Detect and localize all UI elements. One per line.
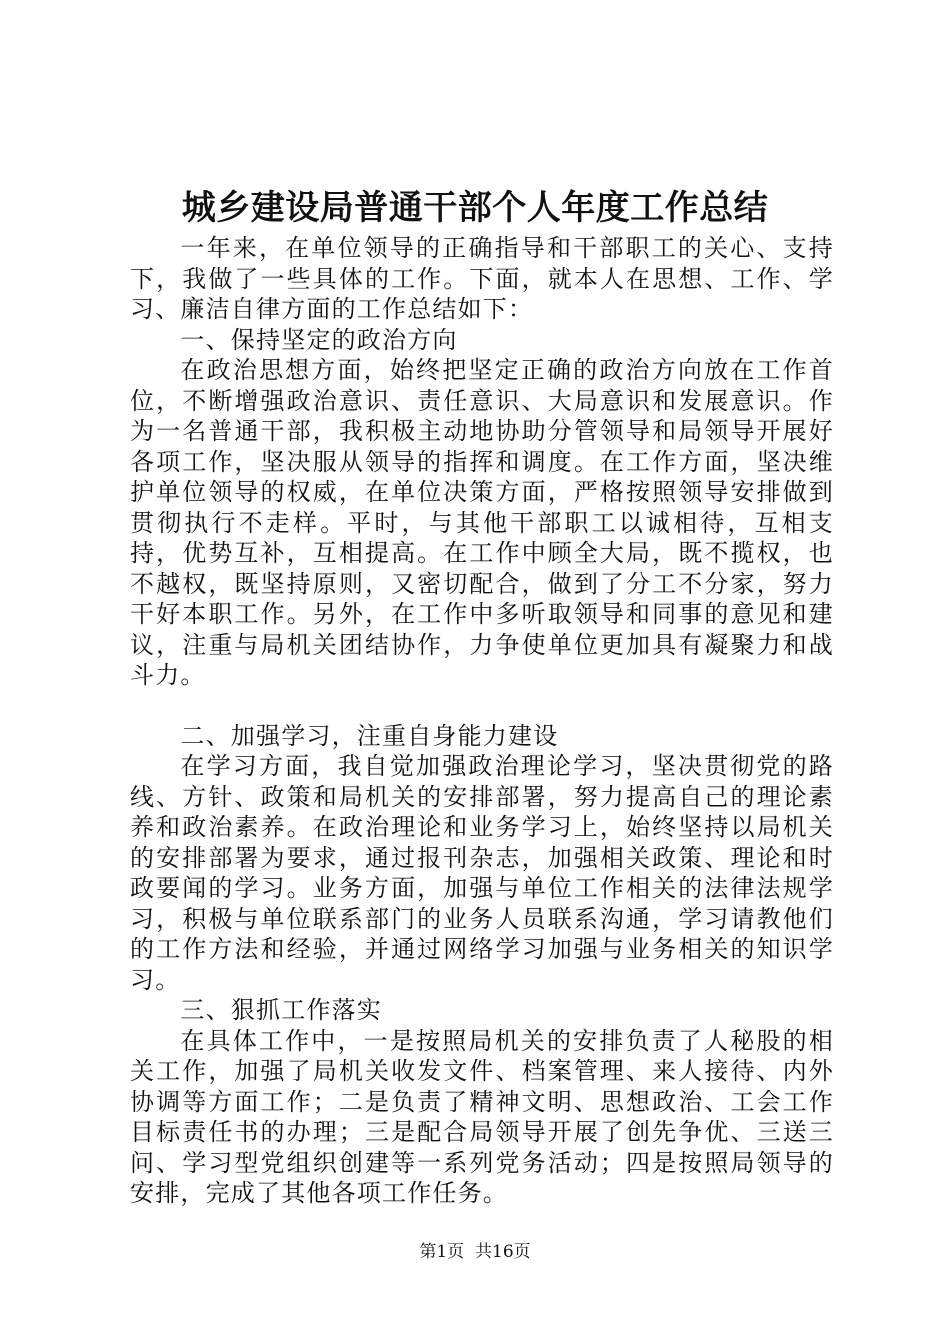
section-heading-1: 一、保持坚定的政治方向	[180, 325, 458, 354]
section-paragraph-2: 在学习方面，我自觉加强政治理论学习，坚决贯彻党的路线、方针、政策和局机关的安排部署，努力提高自己的理论素养和政治素养。在政治理论和业务学习上，始终坚持以局机关的安排部署为要求，通过报刊杂志，加强相关政策、理论和时政要闻的学习。业务方面，加强与单位工作相关的法律法规学习，积极与单位联系部门的业务人员联系沟通，学习请教他们的工作方法和经验，并通过网络学习加强与业务相关的知识学习。	[130, 752, 834, 994]
page-footer	[0, 1240, 950, 1264]
document-title: 城乡建设局普通干部个人年度工作总结	[181, 188, 769, 228]
footer-separator	[464, 1242, 475, 1262]
section-heading-3: 三、狠抓工作落实	[180, 996, 382, 1024]
document-body	[130, 233, 834, 1209]
page-number: 第1页	[419, 1242, 465, 1262]
intro-paragraph: 一年来，在单位领导的正确指导和干部职工的关心、支持下，我做了一些具体的工作。下面，就本人在思想、工作、学习、廉洁自律方面的工作总结如下：	[130, 234, 834, 323]
section-paragraph-1: 在政治思想方面，始终把坚定正确的政治方向放在工作首位，不断增强政治意识、责任意识、大局意识和发展意识。作为一名普通干部，我积极主动地协助分管领导和局领导开展好各项工作，坚决服从领导的指挥和调度。在工作方面，坚决维护单位领导的权威，在单位决策方面，严格按照领导安排做到贯彻执行不走样。平时，与其他干部职工以诚相待，互相支持，优势互补，互相提高。在工作中顾全大局，既不揽权，也不越权，既坚持原则，又密切配合，做到了分工不分家，努力干好本职工作。另外，在工作中多听取领导和同事的意见和建议，注重与局机关团结协作，力争使单位更加具有凝聚力和战斗力。	[130, 356, 834, 689]
section-heading-2: 二、加强学习，注重自身能力建设	[180, 721, 559, 750]
section-paragraph-3: 在具体工作中，一是按照局机关的安排负责了人秘股的相关工作，加强了局机关收发文件、档案管理、来人接待、内外协调等方面工作；二是负责了精神文明、思想政治、工会工作目标责任书的办理；三是配合局领导开展了创先争优、三送三问、学习型党组织创建等一系列党务活动；四是按照局领导的安排，完成了其他各项工作任务。	[130, 1026, 834, 1207]
paragraph-gap	[130, 691, 834, 721]
page-total: 共16页	[475, 1242, 531, 1262]
